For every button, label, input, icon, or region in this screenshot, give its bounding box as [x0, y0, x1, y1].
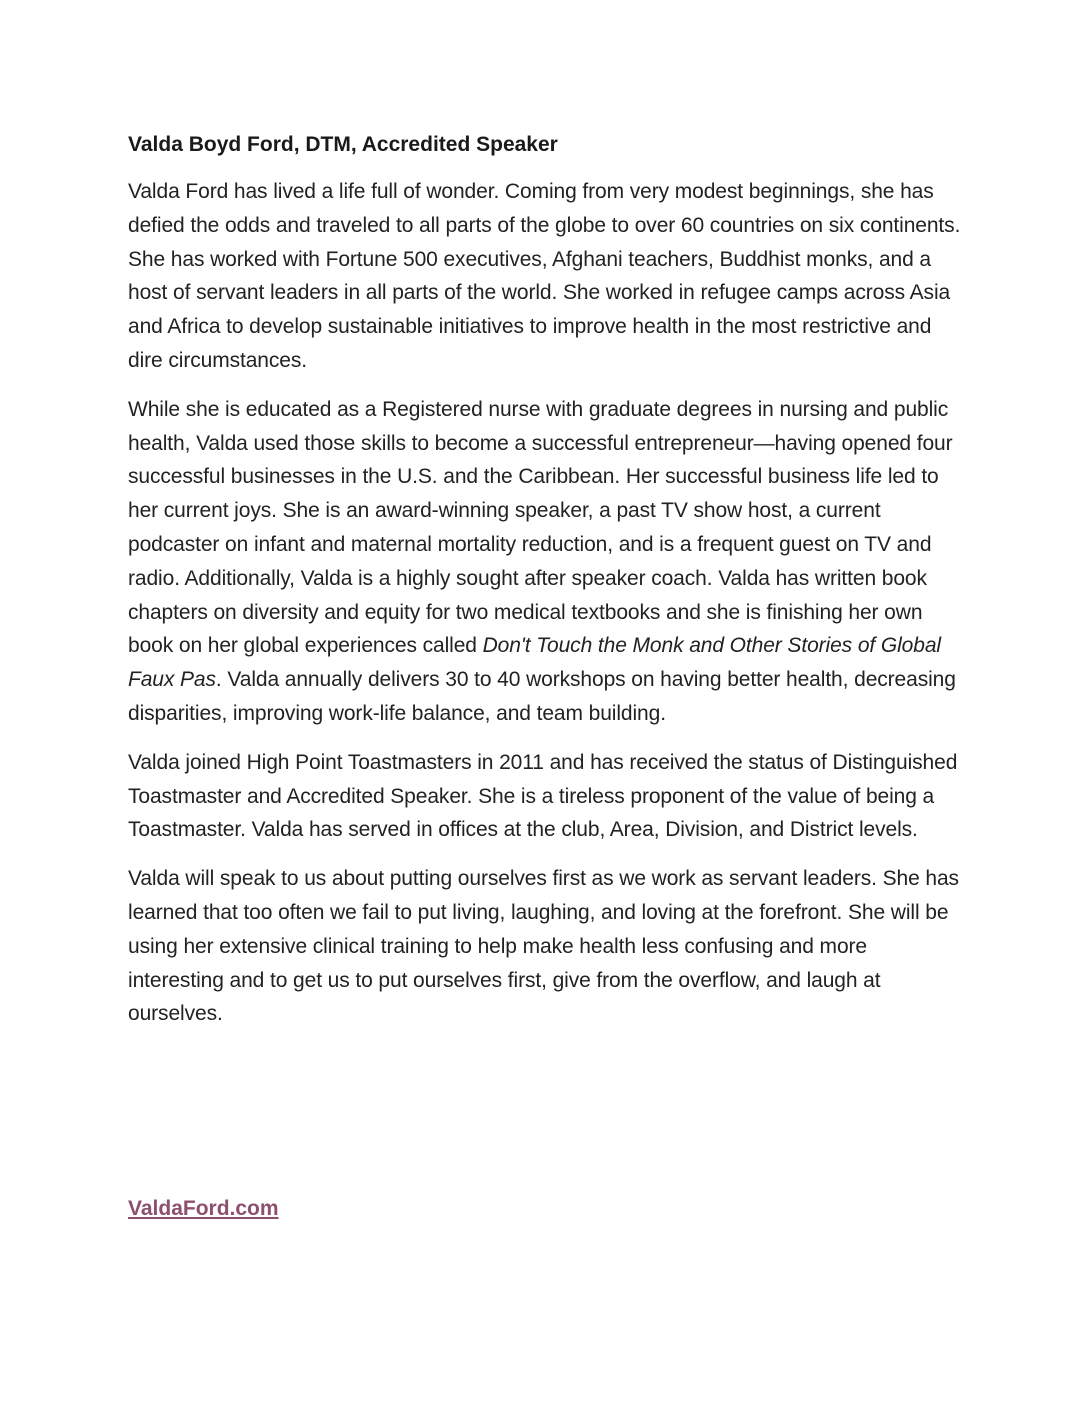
document-title: Valda Boyd Ford, DTM, Accredited Speaker [128, 133, 558, 156]
bio-paragraph-travel: Valda Ford has lived a life full of wonder. Coming from very modest beginnings, she has defied the odds and traveled to all parts of the globe to over 60 countries on six continents. She has worked with Fortune 500 executives, Afghani teachers, Buddhist monks, and a host of servant leaders in all parts of the world. She worked in refugee camps across Asia and Africa to develop sustainable initiatives to improve health in the most restrictive and dire circumstances. [128, 180, 961, 372]
book-title: Don't Touch the Monk and Other Stories of Global Faux Pas [128, 634, 941, 692]
document-body [128, 128, 966, 1046]
career-text-after: . Valda annually delivers 30 to 40 workshops on having better health, decreasing disparities, improving work-life balance, and team building. [128, 668, 956, 725]
bio-paragraph-toastmasters: Valda joined High Point Toastmasters in 2011 and has received the status of Distinguished Toastmaster and Accredited Speaker. She is a tireless proponent of the value of being a Toastmaster. Valda has served in offices at the club, Area, Division, and District levels. [128, 750, 958, 842]
career-text-before: While she is educated as a Registered nurse with graduate degrees in nursing and public health, Valda used those skills to become a successful entrepreneur—having opened four successful businesses in the U.S. and the Caribbean. Her successful business life led to her current joys. She is an award-winning speaker, a past TV show host, a current podcaster on infant and maternal mortality reduction, and is a frequent guest on TV and radio. Additionally, Valda is a highly sought after speaker coach. Valda has written book chapters on diversity and equity for two medical textbooks and she is finishing her own book on her global experiences called [128, 397, 953, 658]
website-link[interactable]: ValdaFord.com [128, 1197, 279, 1220]
bio-paragraph-career [128, 393, 966, 731]
bio-paragraph-talk: Valda will speak to us about putting ourselves first as we work as servant leaders. She has learned that too often we fail to put living, laughing, and loving at the forefront. She will be using her extensive clinical training to help make health less confusing and more interesting and to get us to put ourselves first, give from the overflow, and laugh at ourselves. [128, 867, 959, 1026]
website-link-container [128, 1192, 279, 1226]
